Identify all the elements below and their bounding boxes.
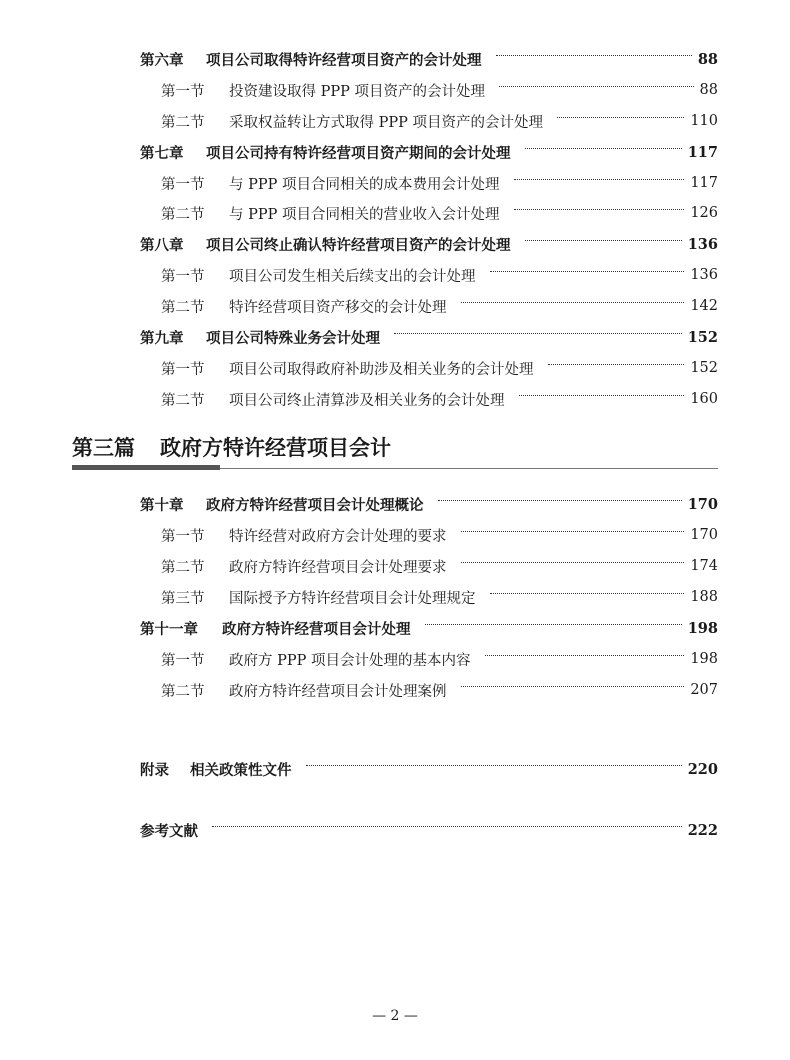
page-number: 126 bbox=[690, 205, 718, 221]
section-number: 第二节 bbox=[161, 114, 205, 131]
page-number: 198 bbox=[687, 619, 718, 637]
toc-entry-chapter-6[interactable] bbox=[140, 47, 718, 71]
chapter-number: 第六章 bbox=[140, 51, 184, 69]
dot-leader bbox=[485, 655, 685, 656]
page-number: 160 bbox=[690, 391, 718, 407]
page-number: 152 bbox=[690, 360, 718, 376]
section-number: 第二节 bbox=[161, 392, 205, 409]
chapter-title: 项目公司取得特许经营项目资产的会计处理 bbox=[206, 51, 482, 69]
toc-entry-ch7-section-2[interactable] bbox=[161, 201, 718, 225]
toc-entry-chapter-11[interactable] bbox=[140, 616, 718, 640]
section-title: 投资建设取得 PPP 项目资产的会计处理 bbox=[229, 83, 485, 100]
toc-entry-ch10-section-1[interactable] bbox=[161, 523, 718, 547]
section-title: 政府方特许经营项目会计处理要求 bbox=[229, 559, 447, 576]
section-title: 政府方特许经营项目会计处理案例 bbox=[229, 683, 447, 700]
references-title: 参考文献 bbox=[140, 822, 198, 840]
dot-leader bbox=[306, 765, 682, 766]
toc-entry-ch8-section-1[interactable] bbox=[161, 263, 718, 287]
section-title: 国际授予方特许经营项目会计处理规定 bbox=[229, 590, 476, 607]
toc-entry-ch11-section-1[interactable] bbox=[161, 647, 718, 671]
dot-leader bbox=[496, 55, 692, 56]
page-number: 174 bbox=[690, 558, 718, 574]
page-number: 136 bbox=[690, 267, 718, 283]
section-number: 第一节 bbox=[161, 528, 205, 545]
section-number: 第二节 bbox=[161, 683, 205, 700]
section-number: 第一节 bbox=[161, 83, 205, 100]
toc-entry-ch8-section-2[interactable] bbox=[161, 294, 718, 318]
chapter-title: 项目公司终止确认特许经营项目资产的会计处理 bbox=[206, 236, 511, 254]
toc-entry-references[interactable] bbox=[140, 818, 718, 842]
chapter-title: 政府方特许经营项目会计处理概论 bbox=[206, 496, 424, 514]
section-number: 第一节 bbox=[161, 268, 205, 285]
toc-entry-appendix[interactable] bbox=[140, 757, 718, 781]
dot-leader bbox=[461, 562, 685, 563]
page-number: 110 bbox=[690, 113, 718, 129]
dot-leader bbox=[490, 271, 685, 272]
section-number: 第二节 bbox=[161, 559, 205, 576]
section-title: 项目公司发生相关后续支出的会计处理 bbox=[229, 268, 476, 285]
dot-leader bbox=[525, 240, 682, 241]
dot-leader bbox=[525, 148, 682, 149]
page-number: 188 bbox=[690, 589, 718, 605]
dot-leader bbox=[514, 209, 685, 210]
page-number: 117 bbox=[690, 175, 718, 191]
chapter-number: 第十一章 bbox=[140, 620, 198, 638]
dot-leader bbox=[461, 686, 685, 687]
dot-leader bbox=[461, 302, 685, 303]
page-number: 222 bbox=[687, 821, 718, 839]
page-number: 152 bbox=[687, 328, 718, 346]
page-number: 170 bbox=[687, 495, 718, 513]
toc-entry-ch6-section-2[interactable] bbox=[161, 109, 718, 133]
chapter-number: 第七章 bbox=[140, 144, 184, 162]
section-title: 项目公司终止清算涉及相关业务的会计处理 bbox=[229, 392, 505, 409]
dot-leader bbox=[394, 333, 682, 334]
toc-entry-ch9-section-1[interactable] bbox=[161, 356, 718, 380]
chapter-title: 项目公司持有特许经营项目资产期间的会计处理 bbox=[206, 144, 511, 162]
footer-page-number: — 2 — bbox=[372, 1008, 418, 1024]
dot-leader bbox=[514, 179, 685, 180]
toc-entry-ch10-section-2[interactable] bbox=[161, 554, 718, 578]
section-number: 第三节 bbox=[161, 590, 205, 607]
page-number: 142 bbox=[690, 298, 718, 314]
chapter-title: 项目公司特殊业务会计处理 bbox=[206, 329, 380, 347]
section-number: 第一节 bbox=[161, 176, 205, 193]
dot-leader bbox=[425, 624, 682, 625]
toc-entry-ch7-section-1[interactable] bbox=[161, 171, 718, 195]
dot-leader bbox=[548, 364, 685, 365]
dot-leader bbox=[519, 395, 685, 396]
toc-entry-ch11-section-2[interactable] bbox=[161, 678, 718, 702]
section-title: 特许经营项目资产移交的会计处理 bbox=[229, 299, 447, 316]
appendix-label: 附录 bbox=[140, 761, 169, 779]
chapter-title: 政府方特许经营项目会计处理 bbox=[222, 620, 411, 638]
part-divider-accent bbox=[72, 465, 220, 470]
page-number: 170 bbox=[690, 527, 718, 543]
chapter-number: 第十章 bbox=[140, 496, 184, 514]
page-number: 88 bbox=[699, 82, 718, 98]
dot-leader bbox=[557, 117, 684, 118]
page-number: 136 bbox=[687, 235, 718, 253]
chapter-number: 第八章 bbox=[140, 236, 184, 254]
part-title: 政府方特许经营项目会计 bbox=[160, 436, 391, 460]
section-title: 采取权益转让方式取得 PPP 项目资产的会计处理 bbox=[229, 114, 543, 131]
section-title: 项目公司取得政府补助涉及相关业务的会计处理 bbox=[229, 361, 534, 378]
toc-entry-chapter-10[interactable] bbox=[140, 492, 718, 516]
part-heading[interactable] bbox=[72, 432, 391, 462]
section-title: 与 PPP 项目合同相关的营业收入会计处理 bbox=[229, 206, 500, 223]
toc-entry-chapter-8[interactable] bbox=[140, 232, 718, 256]
toc-entry-chapter-7[interactable] bbox=[140, 140, 718, 164]
dot-leader bbox=[461, 531, 685, 532]
toc-entry-ch10-section-3[interactable] bbox=[161, 585, 718, 609]
section-title: 政府方 PPP 项目会计处理的基本内容 bbox=[229, 652, 471, 669]
section-number: 第二节 bbox=[161, 299, 205, 316]
page-number: 220 bbox=[687, 760, 718, 778]
page-number: 198 bbox=[690, 651, 718, 667]
dot-leader bbox=[438, 500, 682, 501]
section-number: 第一节 bbox=[161, 361, 205, 378]
section-title: 与 PPP 项目合同相关的成本费用会计处理 bbox=[229, 176, 500, 193]
dot-leader bbox=[490, 593, 685, 594]
section-number: 第一节 bbox=[161, 652, 205, 669]
toc-entry-ch9-section-2[interactable] bbox=[161, 387, 718, 411]
dot-leader bbox=[499, 86, 694, 87]
page-number: 88 bbox=[697, 50, 718, 68]
dot-leader bbox=[212, 826, 682, 827]
part-number: 第三篇 bbox=[72, 436, 135, 460]
page-number: 117 bbox=[687, 143, 718, 161]
section-number: 第二节 bbox=[161, 206, 205, 223]
appendix-title: 相关政策性文件 bbox=[190, 761, 292, 779]
section-title: 特许经营对政府方会计处理的要求 bbox=[229, 528, 447, 545]
page-number: 207 bbox=[690, 682, 718, 698]
toc-entry-chapter-9[interactable] bbox=[140, 325, 718, 349]
toc-entry-ch6-section-1[interactable] bbox=[161, 78, 718, 102]
chapter-number: 第九章 bbox=[140, 329, 184, 347]
